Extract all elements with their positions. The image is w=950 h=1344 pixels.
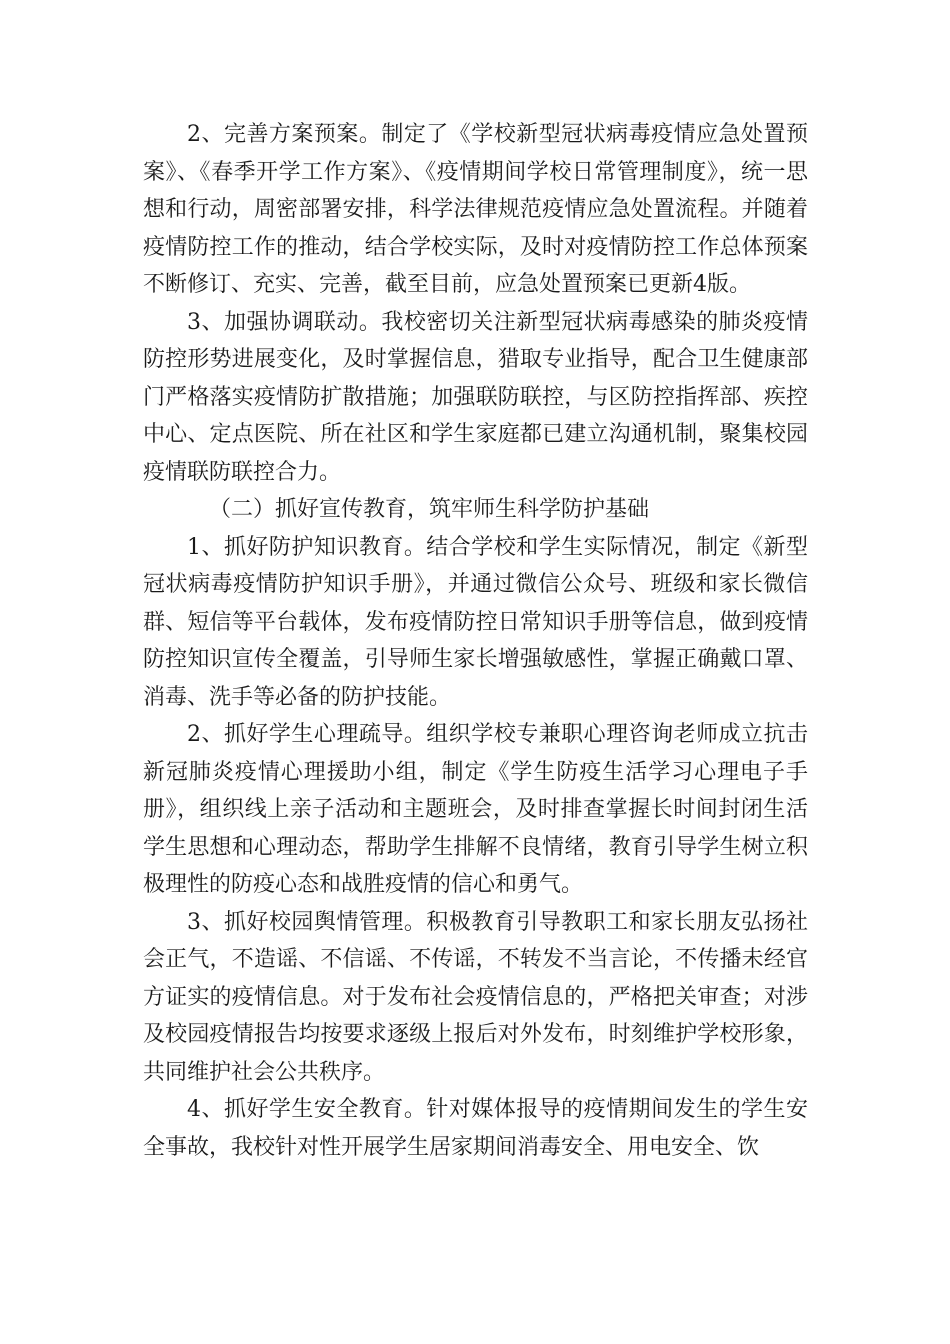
paragraph-improve-plans: 2、完善方案预案。制定了《学校新型冠状病毒疫情应急处置预案》、《春季开学工作方案》、《疫情期间学校日常管理制度》，统一思想和行动，周密部署安排，科学法律规范疫情应急处置流程。并随着疫情防控工作的推动，结合学校实际，及时对疫情防控工作总体预案不断修订、充实、完善，截至目前，应急处置预案已更新4版。 [143, 122, 808, 297]
paragraph-public-opinion: 3、抓好校园舆情管理。积极教育引导教职工和家长朋友弘扬社会正气，不造谣、不信谣、不传谣，不转发不当言论，不传播未经官方证实的疫情信息。对于发布社会疫情信息的，严格把关审查；对涉及校园疫情报告均按要求逐级上报后对外发布，时刻维护学校形象，共同维护社会公共秩序。 [143, 909, 808, 1085]
paragraph-psychological-guidance: 2、抓好学生心理疏导。组织学校专兼职心理咨询老师成立抗击新冠肺炎疫情心理援助小组，制定《学生防疫生活学习心理电子手册》，组织线上亲子活动和主题班会，及时排查掌握长时间封闭生活学生思想和心理动态，帮助学生排解不良情绪，教育引导学生树立积极理性的防疫心态和战胜疫情的信心和勇气。 [143, 722, 808, 897]
document-body [143, 116, 808, 1166]
paragraph-coordination: 3、加强协调联动。我校密切关注新型冠状病毒感染的肺炎疫情防控形势进展变化，及时掌握信息，猎取专业指导，配合卫生健康部门严格落实疫情防扩散措施；加强联防联控，与区防控指挥部、疾控中心、定点医院、所在社区和学生家庭都已建立沟通机制，聚集校园疫情联防联控合力。 [143, 309, 808, 485]
paragraph-protection-knowledge: 1、抓好防护知识教育。结合学校和学生实际情况，制定《新型冠状病毒疫情防护知识手册》，并通过微信公众号、班级和家长微信群、短信等平台载体，发布疫情防控日常知识手册等信息，做到疫情防控知识宣传全覆盖，引导师生家长增强敏感性，掌握正确戴口罩、消毒、洗手等必备的防护技能。 [143, 534, 808, 710]
paragraph-safety-education: 4、抓好学生安全教育。针对媒体报导的疫情期间发生的学生安全事故，我校针对性开展学生居家期间消毒安全、用电安全、饮 [143, 1097, 808, 1160]
section-heading-publicity-education: （二）抓好宣传教育，筑牢师生科学防护基础 [209, 497, 650, 522]
